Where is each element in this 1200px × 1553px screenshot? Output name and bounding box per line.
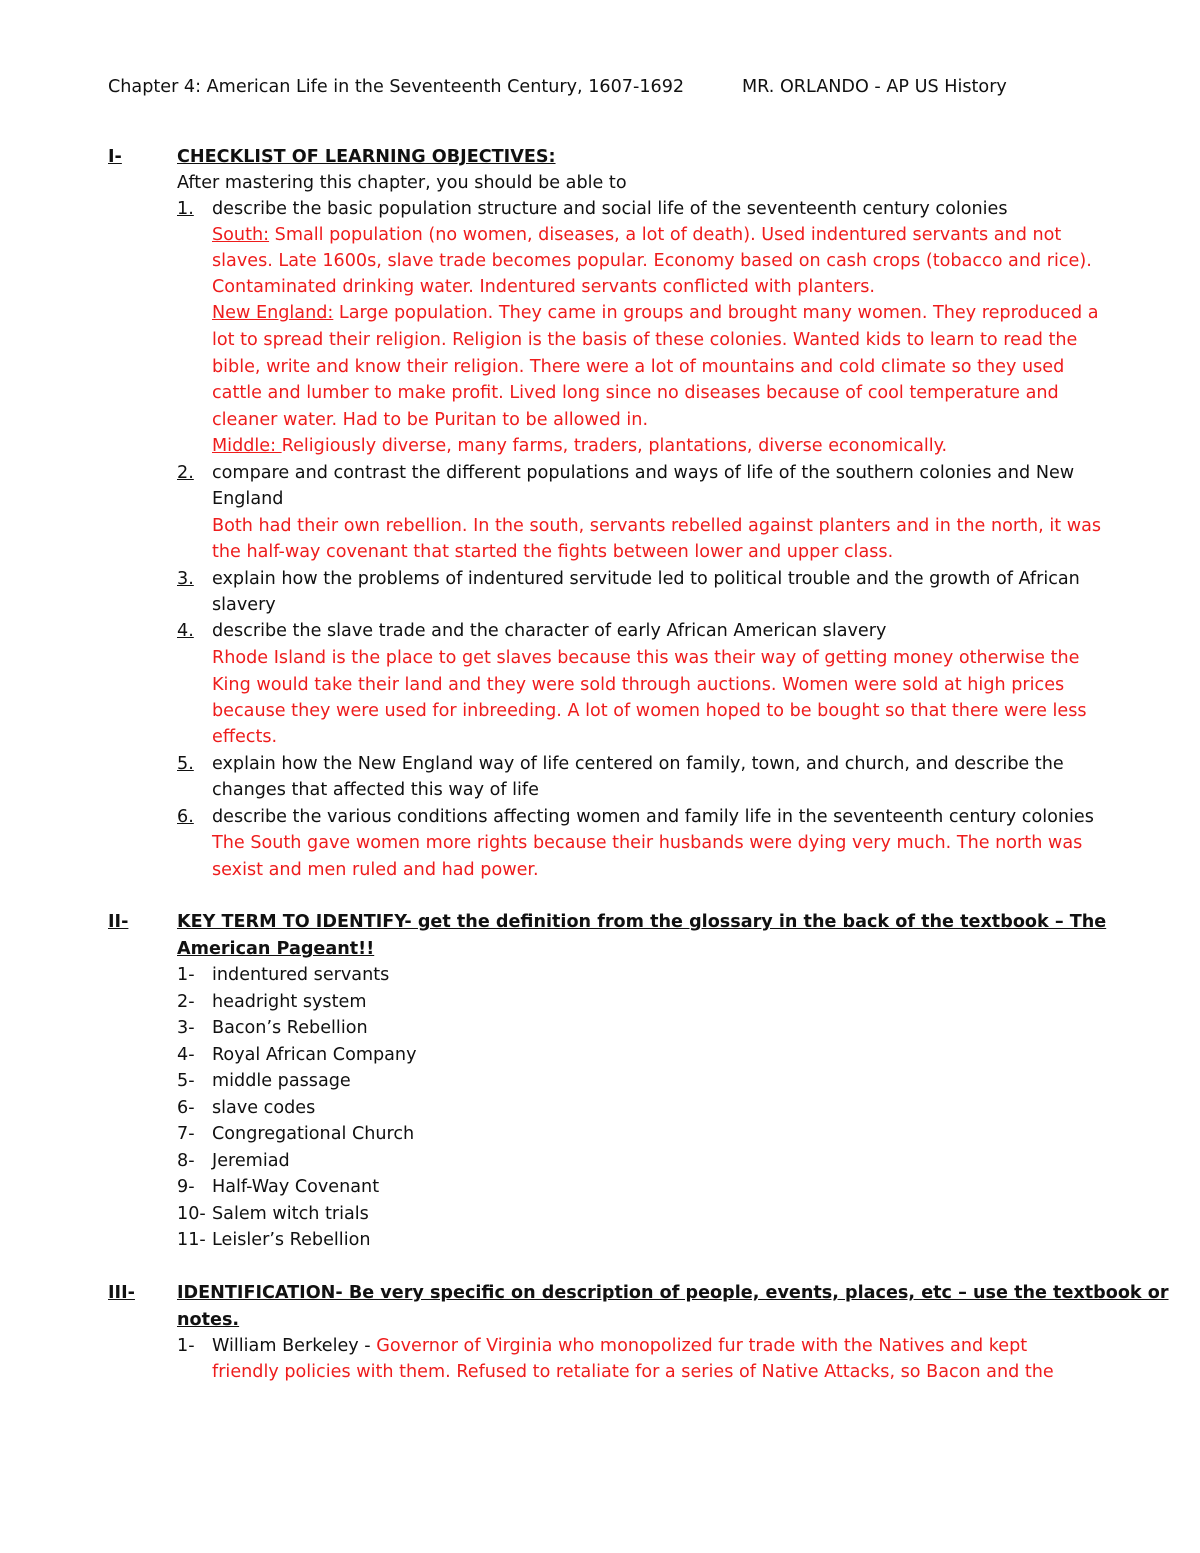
key-term-number: 2-: [177, 992, 195, 1012]
answer-line: sexist and men ruled and had power.: [212, 860, 539, 880]
section-3-numeral: III-: [108, 1283, 135, 1303]
document-title: Chapter 4: American Life in the Seventeenth Century, 1607-1692: [108, 77, 685, 97]
objective-1-number: 1.: [177, 199, 194, 219]
objective-3-text-cont: slavery: [212, 595, 276, 615]
key-term-number: 8-: [177, 1151, 195, 1171]
key-term-number: 3-: [177, 1018, 195, 1038]
identification-1-entry: William Berkeley - Governor of Virginia who monopolized fur trade with the Natives and kept: [212, 1336, 1028, 1356]
objective-2-text-cont: England: [212, 489, 284, 509]
answer-line: the half-way covenant that started the fights between lower and upper class.: [212, 542, 894, 562]
key-term-number: 6-: [177, 1098, 195, 1118]
answer-line: slaves. Late 1600s, slave trade becomes popular. Economy based on cash crops (tobacco and rice).: [212, 251, 1092, 271]
section-2-title-cont: American Pageant!!: [177, 939, 375, 959]
key-term: slave codes: [212, 1098, 316, 1118]
key-term-number: 10-: [177, 1204, 206, 1224]
answer-line: bible, write and know their religion. There were a lot of mountains and cold climate so they used: [212, 357, 1065, 377]
key-term-number: 11-: [177, 1230, 206, 1250]
objective-2-text: compare and contrast the different populations and ways of life of the southern colonies and New: [212, 463, 1075, 483]
section-3-title: IDENTIFICATION- Be very specific on description of people, events, places, etc – use the textbook or: [177, 1283, 1169, 1303]
key-term-number: 4-: [177, 1045, 195, 1065]
key-term: Jeremiad: [212, 1151, 290, 1171]
key-term: headright system: [212, 992, 367, 1012]
teacher-course-label: MR. ORLANDO - AP US History: [742, 77, 1007, 97]
objective-1-new-england-answer: New England: Large population. They came in groups and brought many women. They reproduced a: [212, 303, 1099, 323]
key-term-number: 1-: [177, 965, 195, 985]
objective-2-answer: Both had their own rebellion. In the south, servants rebelled against planters and in the north, it was: [212, 516, 1102, 536]
objective-6-answer: The South gave women more rights because their husbands were dying very much. The north was: [212, 833, 1083, 853]
objective-5-number: 5.: [177, 754, 194, 774]
objective-6-text: describe the various conditions affecting women and family life in the seventeenth century colonies: [212, 807, 1094, 827]
objective-6-number: 6.: [177, 807, 194, 827]
answer-line: cattle and lumber to make profit. Lived long since no diseases because of cool temperature and: [212, 383, 1059, 403]
section-3-title-cont: notes.: [177, 1310, 240, 1330]
objective-5-text: explain how the New England way of life centered on family, town, and church, and describe the: [212, 754, 1064, 774]
objective-2-number: 2.: [177, 463, 194, 483]
section-1-intro: After mastering this chapter, you should be able to: [177, 173, 627, 193]
objective-1-south-answer: South: Small population (no women, diseases, a lot of death). Used indentured servants and not: [212, 225, 1062, 245]
key-term-number: 9-: [177, 1177, 195, 1197]
objective-1-middle-answer: Middle: Religiously diverse, many farms, traders, plantations, diverse economically.: [212, 436, 948, 456]
answer-line: effects.: [212, 727, 278, 747]
key-term: Half-Way Covenant: [212, 1177, 380, 1197]
answer-line: King would take their land and they were sold through auctions. Women were sold at high prices: [212, 675, 1065, 695]
section-2-numeral: II-: [108, 912, 129, 932]
key-term: Congregational Church: [212, 1124, 415, 1144]
key-term-number: 7-: [177, 1124, 195, 1144]
objective-1-text: describe the basic population structure and social life of the seventeenth century colonies: [212, 199, 1008, 219]
answer-line: because they were used for inbreeding. A lot of women hoped to be bought so that there were less: [212, 701, 1087, 721]
key-term: Bacon’s Rebellion: [212, 1018, 368, 1038]
answer-line: cleaner water. Had to be Puritan to be allowed in.: [212, 410, 649, 430]
key-term: Royal African Company: [212, 1045, 417, 1065]
objective-3-number: 3.: [177, 569, 194, 589]
objective-5-text-cont: changes that affected this way of life: [212, 780, 539, 800]
answer-line: lot to spread their religion. Religion is the basis of these colonies. Wanted kids to learn to read the: [212, 330, 1078, 350]
section-1-title: CHECKLIST OF LEARNING OBJECTIVES:: [177, 147, 556, 167]
objective-4-answer: Rhode Island is the place to get slaves because this was their way of getting money otherwise the: [212, 648, 1080, 668]
identification-1-desc-cont: friendly policies with them. Refused to retaliate for a series of Native Attacks, so Bacon and the: [212, 1362, 1054, 1382]
objective-3-text: explain how the problems of indentured servitude led to political trouble and the growth of African: [212, 569, 1080, 589]
key-term: Leisler’s Rebellion: [212, 1230, 371, 1250]
key-term: indentured servants: [212, 965, 390, 985]
answer-line: Contaminated drinking water. Indentured servants conflicted with planters.: [212, 277, 875, 297]
section-1-numeral: I-: [108, 147, 122, 167]
objective-4-text: describe the slave trade and the character of early African American slavery: [212, 621, 887, 641]
section-2-title: KEY TERM TO IDENTIFY- get the definition from the glossary in the back of the textbook – The: [177, 912, 1107, 932]
key-term: middle passage: [212, 1071, 351, 1091]
key-term: Salem witch trials: [212, 1204, 369, 1224]
identification-1-number: 1-: [177, 1336, 195, 1356]
key-term-number: 5-: [177, 1071, 195, 1091]
objective-4-number: 4.: [177, 621, 194, 641]
